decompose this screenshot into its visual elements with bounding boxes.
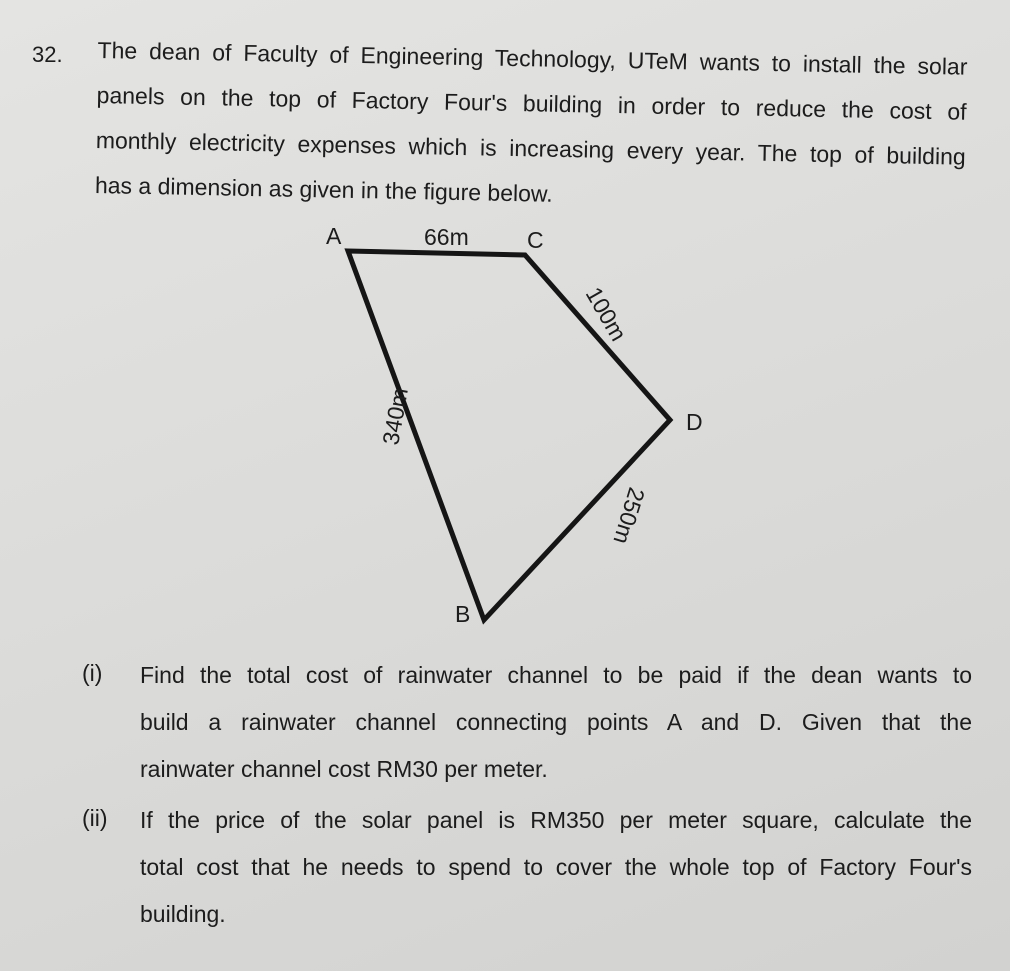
side-label-db: 250m — [608, 484, 651, 548]
vertex-label-b: B — [455, 601, 471, 627]
side-label-cd: 100m — [580, 282, 632, 346]
part-line: building. — [140, 901, 226, 927]
question-number: 32. — [32, 42, 63, 67]
part-i — [82, 652, 972, 793]
question-line: monthly electricity expenses which is increasing every year. The top of building — [95, 126, 966, 170]
part-line: total cost that he needs to spend to cover the whole top of Factory Four's — [140, 854, 972, 880]
side-label-ab: 340m — [377, 385, 413, 447]
question-line: has a dimension as given in the figure below. — [94, 171, 553, 207]
part-label: (ii) — [82, 805, 108, 831]
vertex-label-a: A — [326, 223, 342, 249]
question-parts — [82, 652, 972, 942]
vertex-label-d: D — [686, 409, 703, 435]
part-text — [140, 652, 972, 793]
part-line: Find the total cost of rainwater channel to be paid if the dean wants to — [140, 662, 972, 688]
part-line: If the price of the solar panel is RM350 per meter square, calculate the — [140, 807, 972, 833]
vertex-label-c: C — [527, 227, 544, 253]
part-ii — [82, 797, 972, 938]
part-text — [140, 797, 972, 938]
part-line: build a rainwater channel connecting points A and D. Given that the — [140, 709, 972, 735]
part-line: rainwater channel cost RM30 per meter. — [140, 756, 548, 782]
question-line: panels on the top of Factory Four's building in order to reduce the cost of — [96, 81, 967, 125]
side-label-ac: 66m — [424, 224, 469, 250]
question-line: The dean of Faculty of Engineering Technology, UTeM wants to install the solar — [97, 36, 968, 80]
part-label: (i) — [82, 660, 103, 686]
